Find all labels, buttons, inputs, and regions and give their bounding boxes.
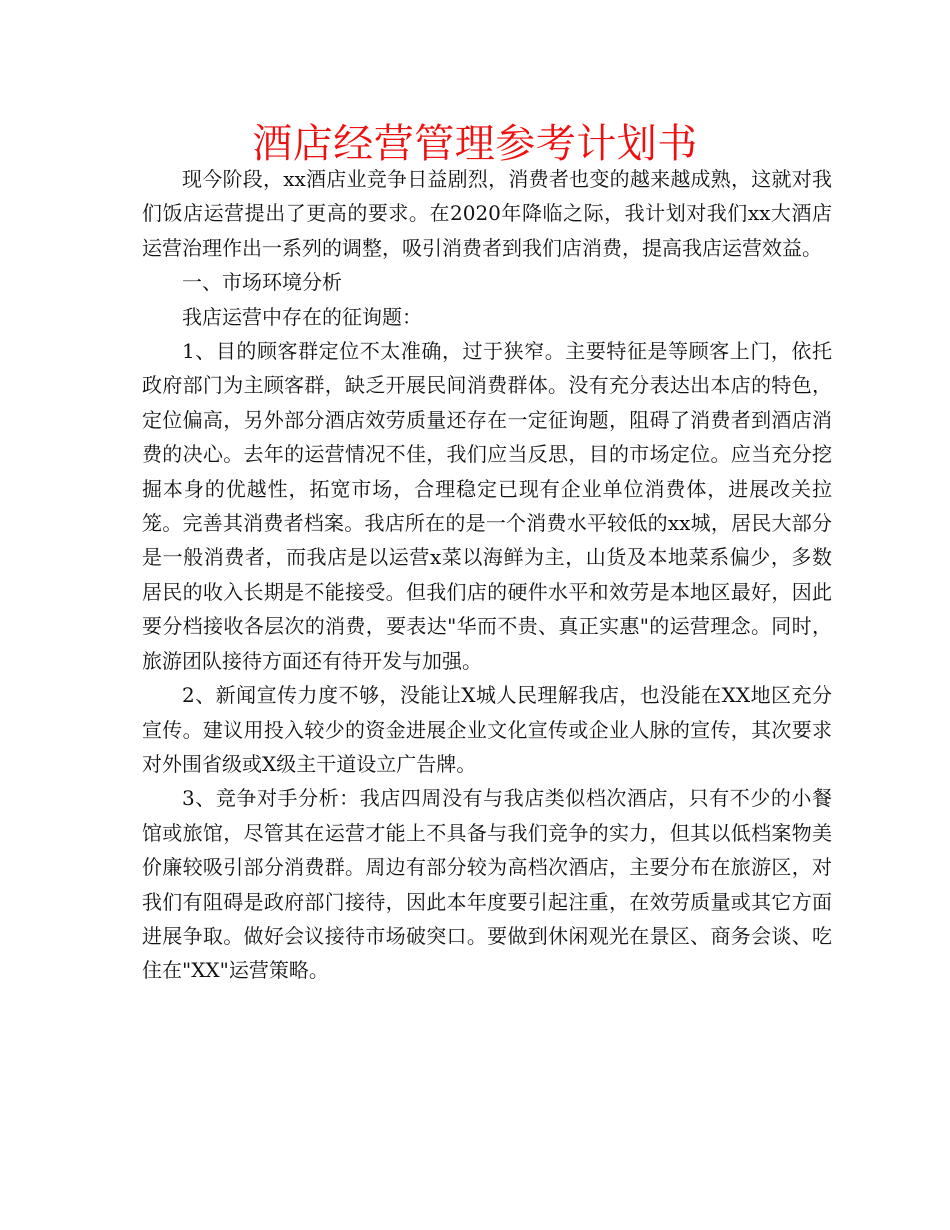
- paragraph-item-3: 3、竞争对手分析：我店四周没有与我店类似档次酒店，只有不少的小餐馆或旅馆，尽管其在运营才能上不具备与我们竞争的实力，但其以低档案物美价廉较吸引部分消费群。周边有部分较为高档次酒店，主要分布在旅游区，对我们有阻碍是政府部门接待，因此本年度要引起注重，在效劳质量或其它方面进展争取。做好会议接待市场破突口。要做到休闲观光在景区、商务会谈、吃住在"XX"运营策略。: [142, 786, 832, 983]
- paragraph-problems-lead: 我店运营中存在的征询题：: [182, 304, 422, 329]
- document-title: 酒店经营管理参考计划书: [252, 121, 698, 167]
- section-heading-market-analysis: 一、市场环境分析: [182, 270, 342, 295]
- document-body: [142, 162, 832, 988]
- paragraph-item-1: 1、目的顾客群定位不太准确，过于狭窄。主要特征是等顾客上门，依托政府部门为主顾客群，缺乏开展民间消费群体。没有充分表达出本店的特色，定位偏高，另外部分酒店效劳质量还存在一定征询题，阻碍了消费者到酒店消费的决心。去年的运营情况不佳，我们应当反思，目的市场定位。应当充分挖掘本身的优越性，拓宽市场，合理稳定已现有企业单位消费体，进展改关拉笼。完善其消费者档案。我店所在的是一个消费水平较低的xx城，居民大部分是一般消费者，而我店是以运营x菜以海鲜为主，山货及本地菜系偏少，多数居民的收入长期是不能接受。但我们店的硬件水平和效劳是本地区最好，因此要分档接收各层次的消费，要表达"华而不贵、真正实惠"的运营理念。同时，旅游团队接待方面还有待开发与加强。: [142, 339, 832, 673]
- paragraph-item-2: 2、新闻宣传力度不够，没能让X城人民理解我店，也没能在XX地区充分宣传。建议用投入较少的资金进展企业文化宣传或企业人脉的宣传，其次要求对外围省级或X级主干道设立广告牌。: [142, 683, 832, 776]
- paragraph-intro: 现今阶段，xx酒店业竞争日益剧烈，消费者也变的越来越成熟，这就对我们饭店运营提出了更高的要求。在2020年降临之际，我计划对我们xx大酒店运营治理作出一系列的调整，吸引消费者到我们店消费，提高我店运营效益。: [142, 167, 832, 260]
